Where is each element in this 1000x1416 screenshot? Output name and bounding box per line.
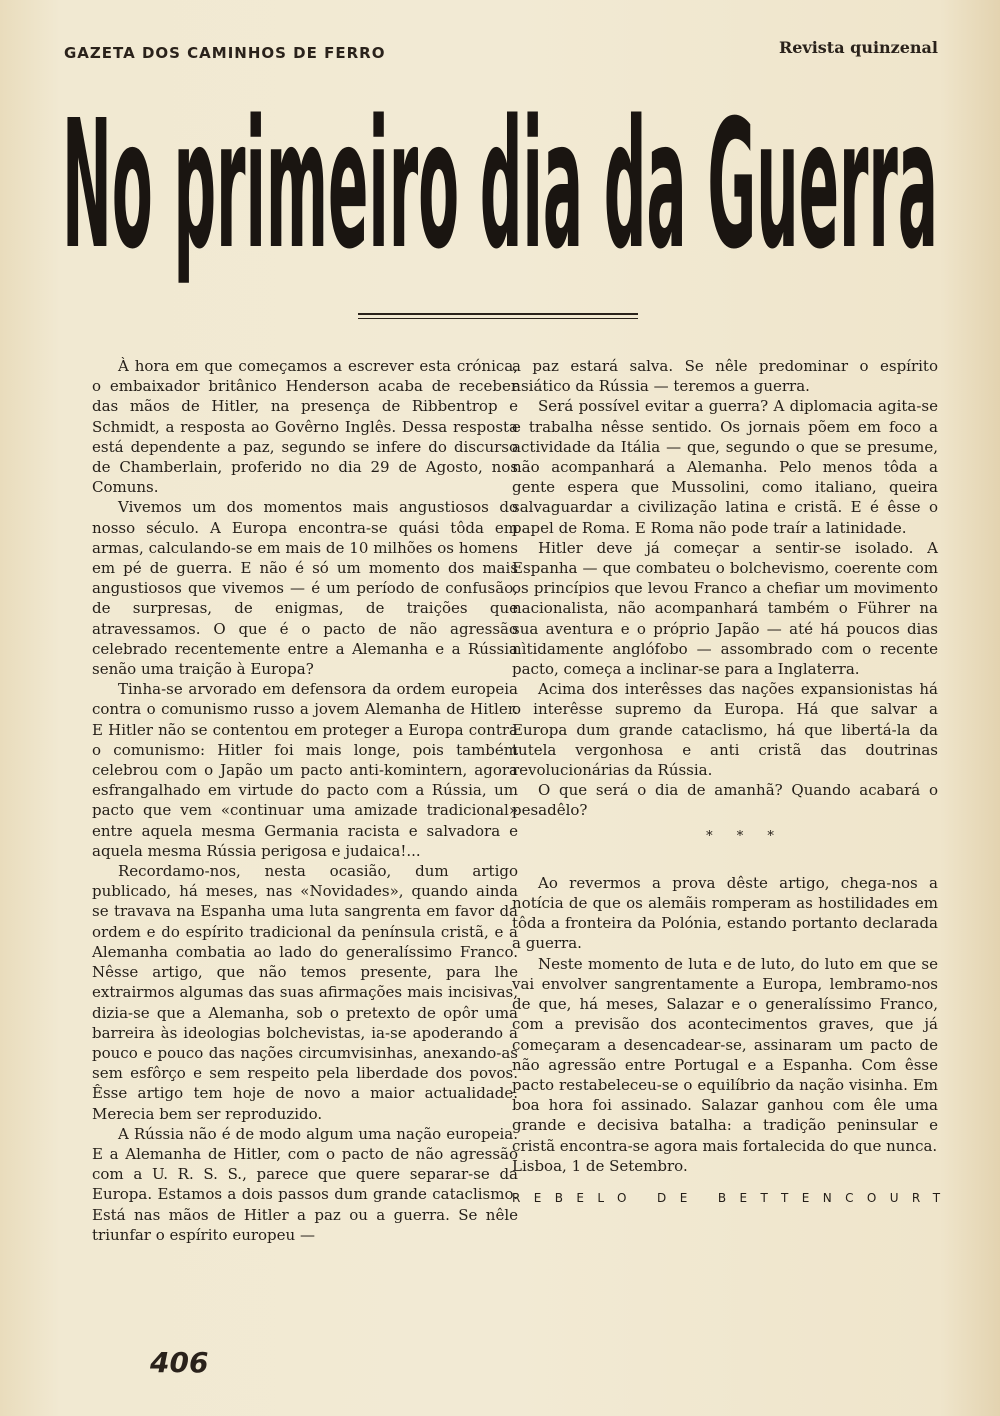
paragraph: Hitler deve já começar a sentir-se isolado. A Espanha — que combateu o bolchevismo, coerente com os princípios que levou Franco a chefiar um movimento nacionalista, não acompanhará também o Führer na sua aventura e o próprio Japão — até há poucos dias nìtidamente anglófobo — assombrado com o recente pacto, começa a inclinar-se para a Inglaterra.	[512, 538, 938, 679]
paragraph: À hora em que começamos a escrever esta crónica, o embaixador britânico Henderson acaba de receber das mãos de Hitler, na presença de Ribbentrop e Schmidt, a resposta ao Govêrno Inglês. Dessa resposta está dependente a paz, segundo se infere do discurso de Chamberlain, proferido no dia 29 de Agosto, nos Comuns.	[92, 357, 518, 497]
section-separator: * * *	[706, 828, 784, 844]
publication-frequency: Revista quinzenal	[778, 38, 938, 57]
article-headline	[60, 96, 940, 296]
postscript-paragraph: Neste momento de luta e de luto, do luto em que se vai envolver sangrentamente a Europa, lembramo-nos de que, há meses, Salazar e o generalíssimo Franco, com a previsão dos acontecimentos graves, que já começaram a desencadear-se, assinaram um pacto de não agressão entre Portugal e a Espanha. Com êsse pacto restabeleceu-se o equilíbrio da nação visinha. Em boa hora foi assinado. Salazar ganhou com êle uma grande e decisiva batalha: a tradição peninsular e cristã encontra-se agora mais fortalecida do que nunca.	[512, 954, 938, 1155]
title-rule-thin	[358, 318, 638, 319]
headline-svg	[60, 96, 940, 296]
author-signature: REBELO DE BETTENCOURT	[512, 1190, 954, 1205]
postscript-paragraph: Ao revermos a prova dêste artigo, chega-nos a notícia de que os alemãis romperam as hostilidades em tôda a fronteira da Polónia, estando portanto declarada a guerra.	[512, 873, 938, 953]
page-number: 406	[150, 1346, 209, 1379]
publication-name: GAZETA DOS CAMINHOS DE FERRO	[64, 44, 386, 62]
paragraph-continuation: a paz estará salva. Se nêle predominar o espírito asiático da Rússia — teremos a guerra.	[512, 357, 938, 396]
paragraph: Vivemos um dos momentos mais angustiosos do nosso século. A Europa encontra-se quási tôda em armas, calculando-se em mais de 10 milhões os homens em pé de guerra. E não é só um momento dos mais angustiosos que vivemos — é um período de confusão, de surpresas, de enigmas, de traições que atravessamos. O que é o pacto de não agressão celebrado recentemente entre a Alemanha e a Rússia senão uma traição à Europa?	[92, 498, 518, 679]
paragraph: Recordamo-nos, nesta ocasião, dum artigo publicado, há meses, nas «Novidades», quando ainda se travava na Espanha uma luta sangrenta em favor da ordem e do espírito tradicional da península cristã, e a Alemanha combatia ao lado do generalíssimo Franco. Nêsse artigo, que não temos presente, para lhe extrairmos algumas das suas afirmações mais incisivas, dizia-se que a Alemanha, sob o pretexto de opôr uma barreira às ideologias bolchevistas, ia-se apoderando a pouco e pouco das nações circumvisinhas, anexando-as sem esfôrço e sem respeito pela liberdade dos povos. Êsse artigo tem hoje de novo a maior actualidade. Merecia bem ser reproduzido.	[92, 862, 518, 1123]
article-column-right	[512, 356, 954, 1208]
dateline: Lisboa, 1 de Setembro.	[512, 1156, 688, 1175]
paragraph: A Rússia não é de modo algum uma nação europeia. E a Alemanha de Hitler, com o pacto de não agressão com a U. R. S. S., parece que quere separar-se da Europa. Estamos a dois passos dum grande cataclismo. Está nas mãos de Hitler a paz ou a guerra. Se nêle triunfar o espírito europeu —	[92, 1124, 518, 1244]
paragraph: Acima dos interêsses das nações expansionistas há o interêsse supremo da Europa. Há que salvar a Europa dum grande cataclismo, há que libertá-la da tutela vergonhosa e anti cristã das doutrinas revolucionárias da Rússia.	[512, 680, 938, 780]
paragraph: Será possível evitar a guerra? A diplomacia agita-se e trabalha nêsse sentido. Os jornais põem em foco a actividade da Itália — que, segundo o que se presume, não acompanhará a Alemanha. Pelo menos tôda a gente espera que Mussolini, como italiano, queira salvaguardar a civilização latina e cristã. E é êsse o papel de Roma. E Roma não pode traír a latinidade.	[512, 397, 938, 537]
paragraph: Tinha-se arvorado em defensora da ordem europeia contra o comunismo russo a jovem Alemanha de Hitler. E Hitler não se contentou em proteger a Europa contra o comunismo: Hitler foi mais longe, pois também celebrou com o Japão um pacto anti-komintern, agora esfrangalhado em virtude do pacto com a Rússia, um pacto que vem «continuar uma amizade tradicional» entre aquela mesma Germania racista e salvadora e aquela mesma Rússia perigosa e judaica!...	[92, 680, 518, 860]
headline-text: No primeiro dia da Guerra	[62, 96, 938, 288]
paragraph: O que será o dia de amanhã? Quando acabará o pesadêlo?	[512, 781, 938, 820]
title-rule	[358, 313, 638, 315]
article-column-left	[92, 356, 518, 1245]
